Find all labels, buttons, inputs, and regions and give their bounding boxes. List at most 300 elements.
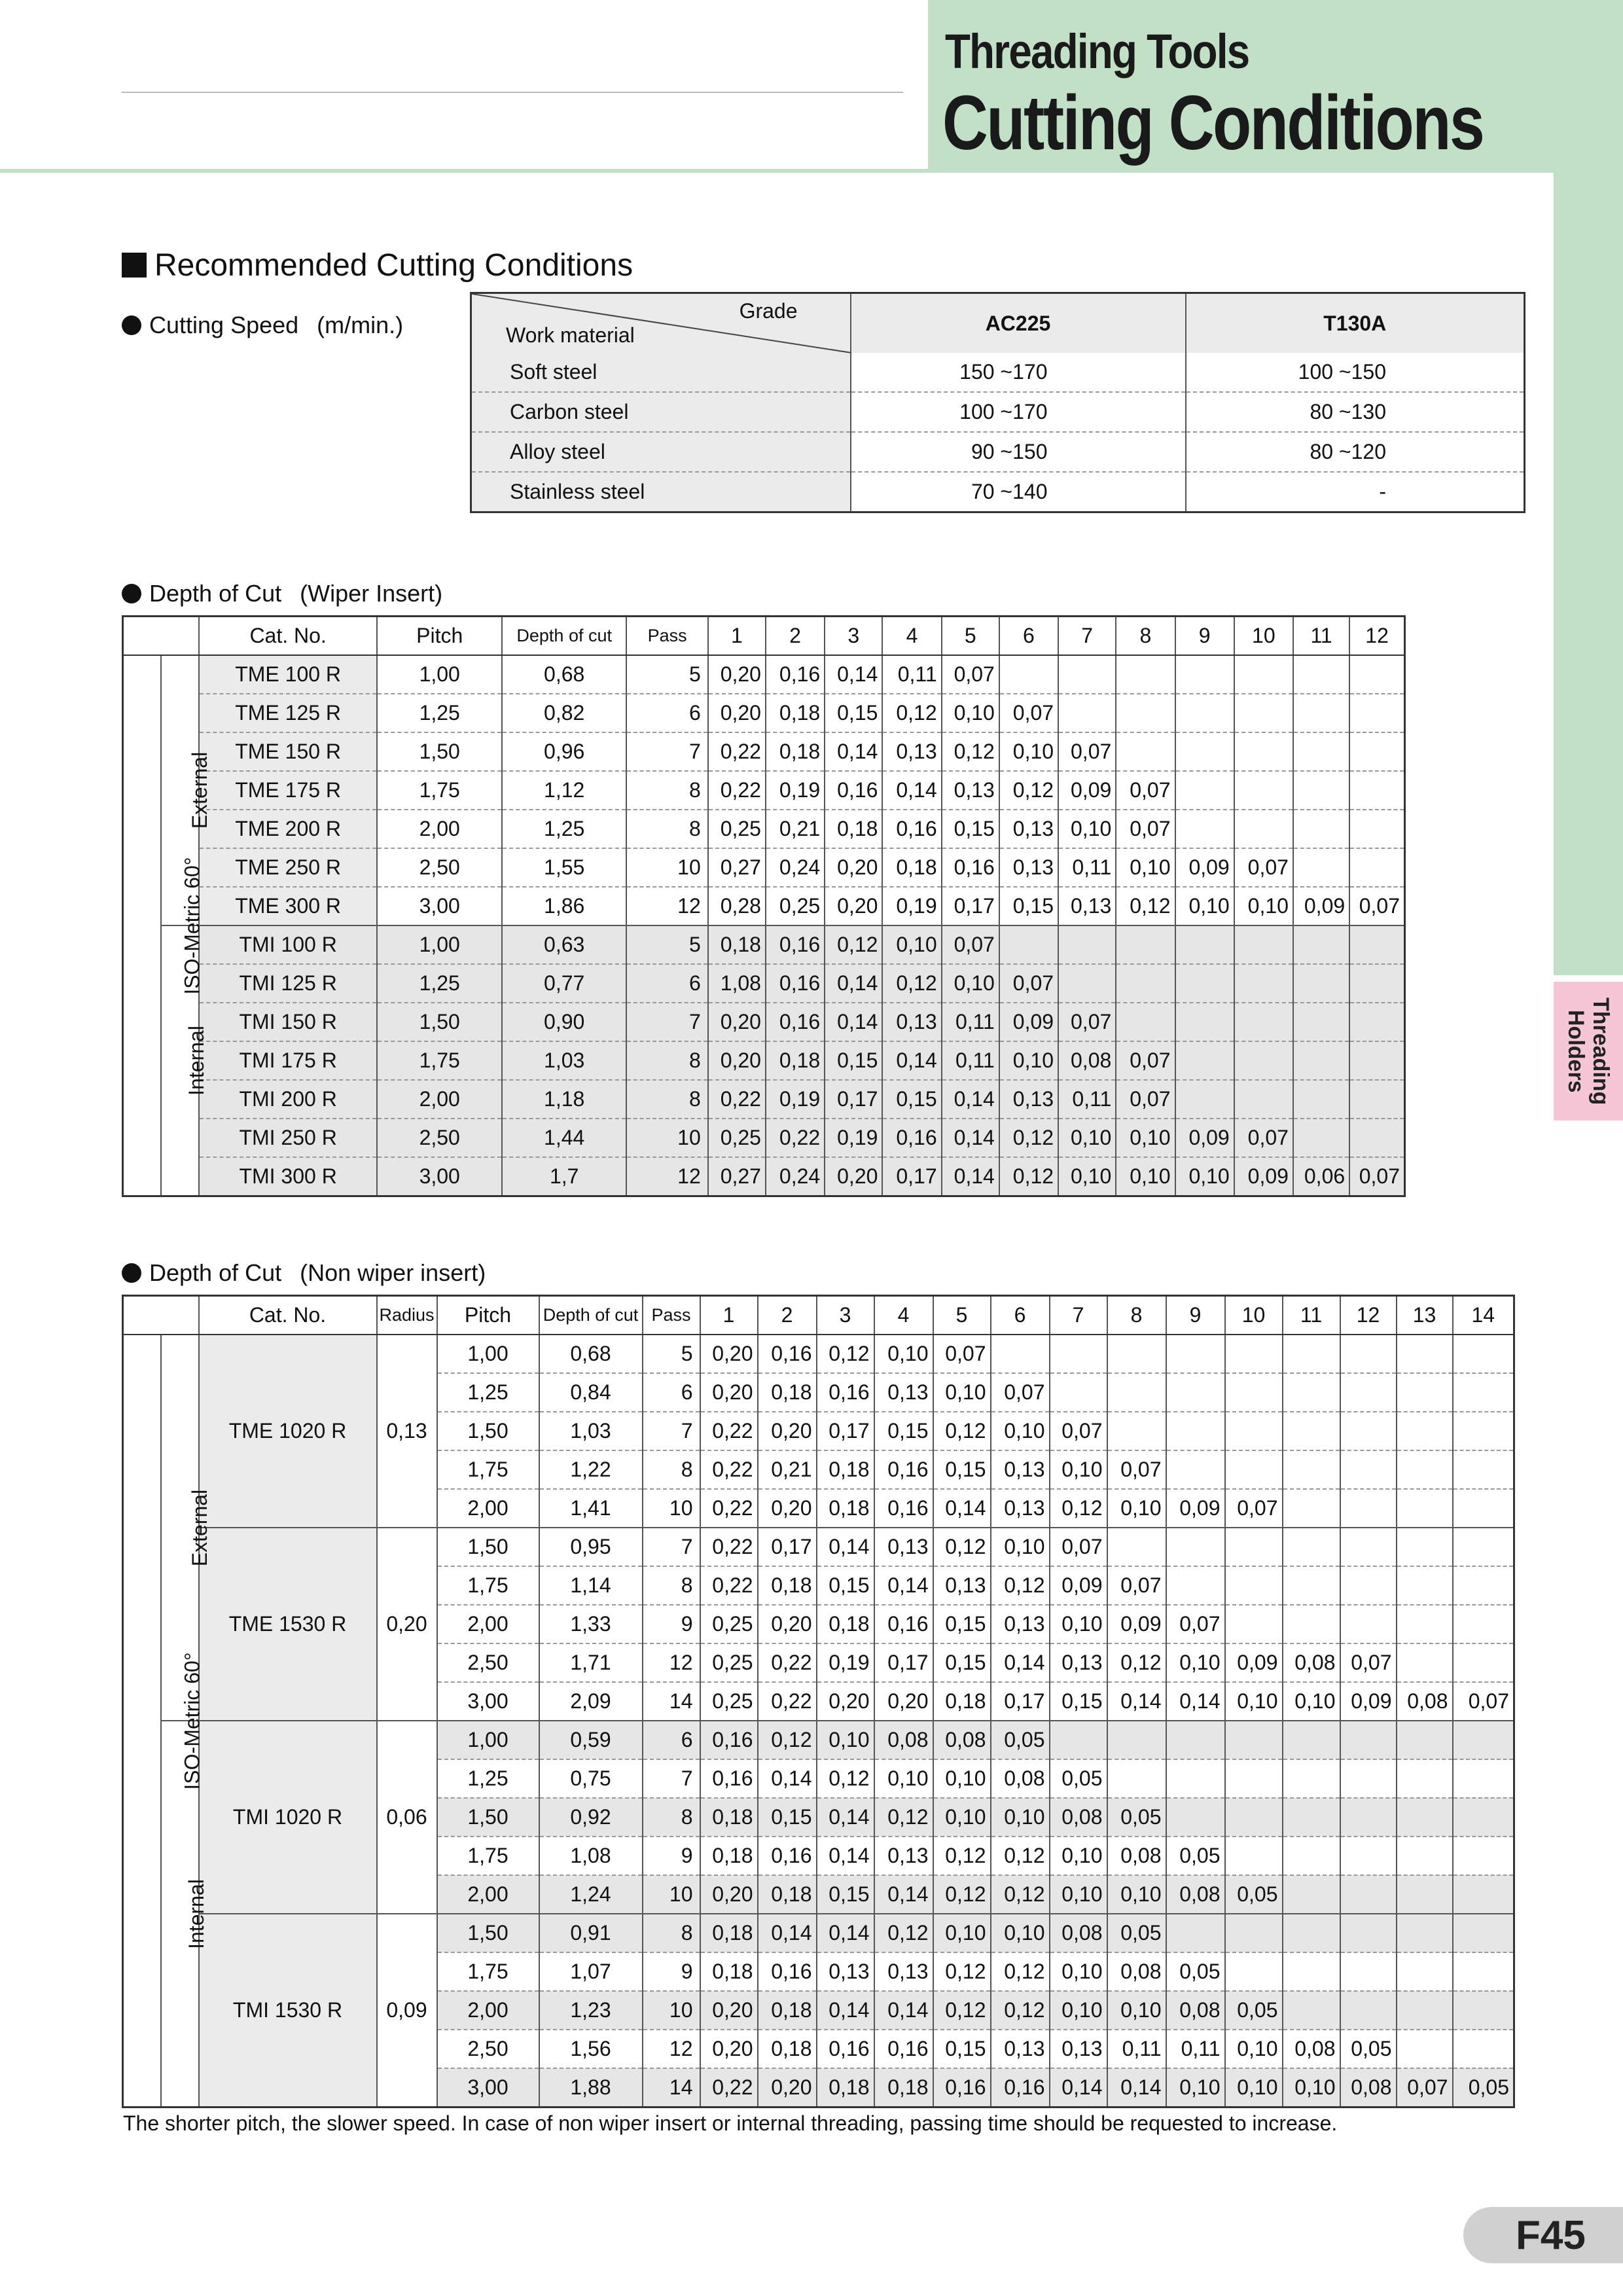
depth-per-pass-cell — [1225, 1914, 1283, 1952]
depth-per-pass-cell: 0,17 — [991, 1682, 1050, 1721]
depth-per-pass-cell — [1340, 1412, 1397, 1450]
depth-per-pass-cell: 0,18 — [882, 848, 941, 887]
header-pass-number: 2 — [766, 617, 825, 656]
depth-per-pass-cell: 0,20 — [700, 2030, 758, 2068]
cat-no-cell: TME 250 R — [199, 848, 378, 887]
depth-per-pass-cell — [1453, 1759, 1514, 1798]
depth-per-pass-cell: 0,21 — [758, 1450, 817, 1489]
depth-per-pass-cell: 0,13 — [874, 1952, 933, 1991]
depth-per-pass-cell — [1453, 1335, 1514, 1373]
depth-per-pass-cell: 0,15 — [874, 1412, 933, 1450]
depth-per-pass-cell — [1453, 1991, 1514, 2030]
depth-per-pass-cell — [1175, 655, 1234, 694]
depth-per-pass-cell: 0,16 — [700, 1721, 758, 1759]
bullet-icon — [122, 584, 141, 603]
depth-per-pass-cell: 1,08 — [708, 964, 766, 1003]
speed-value-cell: 150 ~170 — [851, 353, 1186, 392]
depth-per-pass-cell: 0,12 — [825, 925, 882, 964]
depth-cell: 0,68 — [539, 1335, 643, 1373]
depth-per-pass-cell: 0,10 — [1050, 1450, 1107, 1489]
depth-per-pass-cell: 0,15 — [999, 887, 1058, 925]
depth-per-pass-cell: 0,08 — [1050, 1798, 1107, 1837]
depth-per-pass-cell: 0,05 — [1166, 1837, 1225, 1875]
depth-per-pass-cell: 0,16 — [700, 1759, 758, 1798]
depth-per-pass-cell — [1349, 925, 1404, 964]
depth-per-pass-cell: 0,20 — [708, 655, 766, 694]
depth-per-pass-cell — [1293, 694, 1349, 732]
depth-per-pass-cell: 0,05 — [1107, 1914, 1166, 1952]
depth-per-pass-cell: 0,05 — [1340, 2030, 1397, 2068]
depth-per-pass-cell: 0,24 — [766, 848, 825, 887]
depth-per-pass-cell — [1340, 1837, 1397, 1875]
nonwiper-row — [123, 1528, 1514, 1566]
depth-per-pass-cell: 0,07 — [1116, 810, 1175, 848]
depth-per-pass-cell: 0,07 — [942, 655, 999, 694]
depth-per-pass-cell — [1116, 925, 1175, 964]
depth-per-pass-cell — [1397, 1991, 1453, 2030]
depth-per-pass-cell: 0,09 — [1175, 1119, 1234, 1157]
depth-per-pass-cell: 0,19 — [817, 1643, 874, 1682]
grade-label: Grade — [739, 299, 798, 323]
depth-per-pass-cell: 0,20 — [874, 1682, 933, 1721]
pitch-cell: 2,50 — [437, 1643, 539, 1682]
pass-cell: 5 — [643, 1335, 700, 1373]
header-pass-number: 3 — [817, 1296, 874, 1335]
pass-cell: 12 — [626, 887, 707, 925]
header-pitch: Pitch — [377, 617, 501, 656]
cat-no-cell: TMI 1530 R — [199, 1914, 377, 2108]
depth-per-pass-cell — [1293, 1041, 1349, 1080]
depth-per-pass-cell — [1050, 1373, 1107, 1412]
depth-per-pass-cell: 0,13 — [991, 1489, 1050, 1528]
section-title-text: Recommended Cutting Conditions — [154, 248, 633, 283]
pass-cell: 6 — [643, 1721, 700, 1759]
pass-cell: 8 — [626, 810, 707, 848]
cat-no-cell: TMI 200 R — [199, 1080, 378, 1119]
pitch-cell: 1,75 — [437, 1952, 539, 1991]
depth-per-pass-cell: 0,20 — [758, 1489, 817, 1528]
cat-no-cell: TME 175 R — [199, 771, 378, 810]
depth-per-pass-cell: 0,12 — [874, 1914, 933, 1952]
cat-no-cell: TMI 100 R — [199, 925, 378, 964]
depth-per-pass-cell: 0,16 — [758, 1952, 817, 1991]
speed-value-cell: 90 ~150 — [851, 432, 1186, 472]
depth-per-pass-cell: 0,24 — [766, 1157, 825, 1196]
depth-per-pass-cell — [1397, 1721, 1453, 1759]
depth-per-pass-cell: 0,11 — [1058, 848, 1116, 887]
depth-per-pass-cell: 0,07 — [942, 925, 999, 964]
depth-per-pass-cell: 0,10 — [1283, 2068, 1340, 2108]
depth-per-pass-cell: 0,20 — [700, 1335, 758, 1373]
group-label-iso-metric-text: ISO-Metric 60° — [180, 1651, 204, 1790]
depth-per-pass-cell: 0,13 — [1058, 887, 1116, 925]
depth-per-pass-cell: 0,10 — [1050, 1605, 1107, 1643]
depth-per-pass-cell — [999, 655, 1058, 694]
depth-per-pass-cell: 0,22 — [700, 1566, 758, 1605]
depth-per-pass-cell: 0,13 — [874, 1373, 933, 1412]
depth-per-pass-cell: 0,16 — [817, 2030, 874, 2068]
nonwiper-row — [123, 1721, 1514, 1759]
cat-no-cell: TME 125 R — [199, 694, 378, 732]
nonwiper-heading — [122, 1259, 486, 1287]
depth-per-pass-cell: 0,18 — [758, 1875, 817, 1914]
depth-cell: 1,25 — [502, 810, 626, 848]
depth-per-pass-cell: 0,22 — [700, 1489, 758, 1528]
depth-cell: 1,22 — [539, 1450, 643, 1489]
depth-cell: 1,33 — [539, 1605, 643, 1643]
depth-per-pass-cell — [1116, 655, 1175, 694]
depth-per-pass-cell: 0,20 — [708, 694, 766, 732]
depth-per-pass-cell: 0,16 — [766, 964, 825, 1003]
depth-per-pass-cell: 0,20 — [700, 1875, 758, 1914]
wiper-row — [123, 1119, 1405, 1157]
depth-per-pass-cell — [1175, 771, 1234, 810]
header-pass-number: 13 — [1397, 1296, 1453, 1335]
cat-no-cell: TME 200 R — [199, 810, 378, 848]
depth-per-pass-cell: 0,17 — [942, 887, 999, 925]
depth-per-pass-cell: 0,18 — [766, 1041, 825, 1080]
depth-per-pass-cell — [1225, 1528, 1283, 1566]
external-label-text: External — [187, 751, 211, 829]
speed-row — [471, 472, 1525, 512]
depth-per-pass-cell — [1293, 925, 1349, 964]
depth-per-pass-cell: 0,14 — [942, 1080, 999, 1119]
wiper-heading — [122, 580, 442, 607]
depth-per-pass-cell — [1340, 1450, 1397, 1489]
depth-per-pass-cell: 0,13 — [874, 1837, 933, 1875]
depth-per-pass-cell: 0,12 — [882, 694, 941, 732]
depth-cell: 1,55 — [502, 848, 626, 887]
nonwiper-row — [123, 1335, 1514, 1373]
depth-per-pass-cell: 0,12 — [991, 1952, 1050, 1991]
pass-cell: 9 — [643, 1837, 700, 1875]
depth-per-pass-cell: 0,06 — [1293, 1157, 1349, 1196]
depth-per-pass-cell: 0,08 — [933, 1721, 991, 1759]
depth-per-pass-cell: 0,19 — [766, 1080, 825, 1119]
work-material-label: Work material — [506, 323, 635, 347]
depth-per-pass-cell: 0,10 — [882, 925, 941, 964]
depth-per-pass-cell — [1107, 1412, 1166, 1450]
depth-cell: 1,18 — [502, 1080, 626, 1119]
depth-per-pass-cell: 0,09 — [1293, 887, 1349, 925]
depth-per-pass-cell — [1349, 655, 1404, 694]
depth-per-pass-cell — [1340, 1875, 1397, 1914]
pass-cell: 9 — [643, 1605, 700, 1643]
depth-per-pass-cell — [1293, 655, 1349, 694]
pass-cell: 8 — [643, 1798, 700, 1837]
depth-per-pass-cell: 0,05 — [1225, 1875, 1283, 1914]
depth-per-pass-cell — [1349, 964, 1404, 1003]
depth-per-pass-cell: 0,08 — [1340, 2068, 1397, 2108]
depth-per-pass-cell — [1283, 1335, 1340, 1373]
depth-per-pass-cell — [1453, 1721, 1514, 1759]
pass-cell: 8 — [626, 1041, 707, 1080]
depth-per-pass-cell — [1340, 1489, 1397, 1528]
depth-per-pass-cell: 0,11 — [882, 655, 941, 694]
depth-per-pass-cell: 0,20 — [825, 887, 882, 925]
depth-per-pass-cell: 0,11 — [1058, 1080, 1116, 1119]
depth-per-pass-cell — [1166, 1450, 1225, 1489]
depth-per-pass-cell — [1397, 1566, 1453, 1605]
depth-per-pass-cell — [1107, 1759, 1166, 1798]
side-tab-threading-holders[interactable]: Threading Holders — [1563, 997, 1613, 1105]
depth-per-pass-cell: 0,17 — [874, 1643, 933, 1682]
depth-per-pass-cell: 0,22 — [766, 1119, 825, 1157]
depth-per-pass-cell: 0,18 — [874, 2068, 933, 2108]
pitch-cell: 1,00 — [377, 925, 501, 964]
depth-per-pass-cell: 0,14 — [825, 732, 882, 771]
depth-per-pass-cell — [1453, 1837, 1514, 1875]
pass-cell: 8 — [626, 1080, 707, 1119]
depth-per-pass-cell: 0,18 — [817, 1450, 874, 1489]
depth-per-pass-cell: 0,12 — [1116, 887, 1175, 925]
depth-per-pass-cell — [1349, 1041, 1404, 1080]
depth-per-pass-cell: 0,10 — [1225, 2068, 1283, 2108]
work-material-cell: Alloy steel — [471, 432, 851, 472]
pitch-cell: 1,50 — [437, 1528, 539, 1566]
depth-per-pass-cell: 0,07 — [1116, 1041, 1175, 1080]
nonwiper-heading-label: Depth of Cut — [149, 1259, 282, 1286]
wiper-row — [123, 1080, 1405, 1119]
depth-per-pass-cell — [1283, 1837, 1340, 1875]
depth-per-pass-cell: 0,13 — [1050, 2030, 1107, 2068]
depth-per-pass-cell: 0,16 — [874, 2030, 933, 2068]
depth-per-pass-cell — [1349, 694, 1404, 732]
header-blank — [123, 1296, 199, 1335]
depth-per-pass-cell: 0,12 — [817, 1759, 874, 1798]
depth-per-pass-cell: 0,14 — [874, 1566, 933, 1605]
work-material-cell: Soft steel — [471, 353, 851, 392]
depth-per-pass-cell: 0,12 — [991, 1875, 1050, 1914]
header-underline — [0, 169, 928, 173]
depth-per-pass-cell: 0,18 — [817, 1489, 874, 1528]
cat-no-cell: TMI 150 R — [199, 1003, 378, 1041]
depth-per-pass-cell: 0,20 — [758, 2068, 817, 2108]
speed-value-cell: 80 ~130 — [1186, 392, 1525, 432]
depth-per-pass-cell: 0,15 — [933, 1605, 991, 1643]
depth-per-pass-cell — [1107, 1373, 1166, 1412]
radius-cell: 0,09 — [377, 1914, 437, 2108]
pass-cell: 14 — [643, 2068, 700, 2108]
depth-per-pass-cell: 0,14 — [758, 1914, 817, 1952]
pass-cell: 7 — [626, 732, 707, 771]
depth-per-pass-cell: 0,10 — [991, 1412, 1050, 1450]
depth-cell: 0,63 — [502, 925, 626, 964]
depth-per-pass-cell — [1453, 1952, 1514, 1991]
depth-per-pass-cell: 0,12 — [999, 1119, 1058, 1157]
header-pass: Pass — [643, 1296, 700, 1335]
depth-per-pass-cell — [1107, 1721, 1166, 1759]
page-title: Cutting Conditions — [942, 80, 1484, 166]
wiper-row — [123, 1041, 1405, 1080]
pass-cell: 8 — [643, 1914, 700, 1952]
depth-per-pass-cell — [1340, 1914, 1397, 1952]
pitch-cell: 1,75 — [437, 1837, 539, 1875]
depth-per-pass-cell — [1293, 1119, 1349, 1157]
depth-per-pass-cell — [1283, 1373, 1340, 1412]
header-pass-number: 10 — [1225, 1296, 1283, 1335]
depth-per-pass-cell: 0,09 — [999, 1003, 1058, 1041]
header-cat-no: Cat. No. — [199, 1296, 377, 1335]
depth-per-pass-cell: 0,14 — [942, 1119, 999, 1157]
pass-cell: 10 — [643, 1489, 700, 1528]
bullet-icon — [122, 315, 141, 335]
depth-per-pass-cell: 0,07 — [999, 694, 1058, 732]
pass-cell: 10 — [626, 848, 707, 887]
depth-per-pass-cell — [1293, 848, 1349, 887]
depth-per-pass-cell: 0,20 — [708, 1003, 766, 1041]
depth-per-pass-cell: 0,16 — [874, 1489, 933, 1528]
depth-per-pass-cell: 0,13 — [942, 771, 999, 810]
depth-per-pass-cell: 0,12 — [874, 1798, 933, 1837]
depth-per-pass-cell: 0,20 — [700, 1373, 758, 1412]
depth-per-pass-cell: 0,18 — [817, 2068, 874, 2108]
depth-per-pass-cell: 0,10 — [1116, 848, 1175, 887]
depth-per-pass-cell — [1397, 1837, 1453, 1875]
depth-per-pass-cell — [1293, 810, 1349, 848]
depth-per-pass-cell — [1225, 1566, 1283, 1605]
depth-cell: 1,56 — [539, 2030, 643, 2068]
grade-header: AC225 — [851, 293, 1186, 353]
depth-per-pass-cell: 0,07 — [1166, 1605, 1225, 1643]
depth-per-pass-cell: 0,07 — [933, 1335, 991, 1373]
depth-per-pass-cell: 0,14 — [1107, 1682, 1166, 1721]
wiper-heading-qualifier: (Wiper Insert) — [300, 580, 443, 607]
depth-per-pass-cell: 0,22 — [708, 1080, 766, 1119]
depth-per-pass-cell: 0,14 — [817, 1798, 874, 1837]
depth-per-pass-cell: 0,10 — [942, 694, 999, 732]
depth-per-pass-cell — [1116, 732, 1175, 771]
depth-per-pass-cell: 0,09 — [1225, 1643, 1283, 1682]
pitch-cell: 1,00 — [377, 655, 501, 694]
depth-per-pass-cell: 0,08 — [1166, 1875, 1225, 1914]
depth-per-pass-cell — [1340, 1952, 1397, 1991]
wiper-row — [123, 848, 1405, 887]
depth-cell: 1,86 — [502, 887, 626, 925]
depth-per-pass-cell: 0,19 — [882, 887, 941, 925]
depth-per-pass-cell: 0,10 — [1116, 1119, 1175, 1157]
depth-per-pass-cell — [1293, 1080, 1349, 1119]
depth-per-pass-cell: 0,14 — [882, 1041, 941, 1080]
depth-per-pass-cell: 0,12 — [1107, 1643, 1166, 1682]
depth-per-pass-cell — [1349, 771, 1404, 810]
depth-per-pass-cell: 0,13 — [933, 1566, 991, 1605]
depth-per-pass-cell: 0,10 — [1234, 887, 1293, 925]
depth-per-pass-cell: 0,18 — [817, 1605, 874, 1643]
depth-per-pass-cell: 0,07 — [1107, 1566, 1166, 1605]
depth-per-pass-cell — [1107, 1528, 1166, 1566]
depth-per-pass-cell: 0,18 — [700, 1798, 758, 1837]
depth-per-pass-cell: 0,09 — [1340, 1682, 1397, 1721]
depth-per-pass-cell: 0,10 — [1107, 1875, 1166, 1914]
depth-cell: 0,82 — [502, 694, 626, 732]
wiper-header-row — [123, 617, 1405, 656]
depth-per-pass-cell — [1175, 964, 1234, 1003]
pass-cell: 5 — [626, 655, 707, 694]
work-material-cell: Carbon steel — [471, 392, 851, 432]
depth-per-pass-cell: 0,10 — [991, 1798, 1050, 1837]
depth-per-pass-cell: 0,22 — [700, 1528, 758, 1566]
depth-per-pass-cell: 0,10 — [1175, 887, 1234, 925]
depth-per-pass-cell: 0,25 — [708, 1119, 766, 1157]
depth-per-pass-cell — [1050, 1335, 1107, 1373]
depth-per-pass-cell: 0,12 — [999, 771, 1058, 810]
depth-cell: 1,03 — [539, 1412, 643, 1450]
pitch-cell: 1,50 — [377, 1003, 501, 1041]
wiper-row — [123, 964, 1405, 1003]
depth-per-pass-cell: 0,22 — [700, 2068, 758, 2108]
depth-per-pass-cell: 0,14 — [882, 771, 941, 810]
depth-per-pass-cell — [1283, 1566, 1340, 1605]
depth-cell: 1,14 — [539, 1566, 643, 1605]
depth-per-pass-cell: 0,19 — [766, 771, 825, 810]
header-pass-number: 1 — [700, 1296, 758, 1335]
pass-cell: 7 — [626, 1003, 707, 1041]
pitch-cell: 1,25 — [377, 964, 501, 1003]
depth-per-pass-cell: 0,15 — [933, 1450, 991, 1489]
depth-per-pass-cell — [1175, 694, 1234, 732]
depth-per-pass-cell: 0,12 — [817, 1335, 874, 1373]
header-pass-number: 4 — [874, 1296, 933, 1335]
depth-per-pass-cell: 0,25 — [700, 1605, 758, 1643]
radius-cell: 0,20 — [377, 1528, 437, 1721]
depth-per-pass-cell: 0,07 — [999, 964, 1058, 1003]
depth-per-pass-cell: 0,17 — [825, 1080, 882, 1119]
depth-per-pass-cell: 0,13 — [999, 1080, 1058, 1119]
depth-per-pass-cell — [991, 1335, 1050, 1373]
depth-per-pass-cell: 0,08 — [1283, 2030, 1340, 2068]
depth-per-pass-cell: 0,25 — [700, 1682, 758, 1721]
depth-per-pass-cell — [1283, 1991, 1340, 2030]
depth-per-pass-cell: 0,05 — [1453, 2068, 1514, 2108]
depth-per-pass-cell — [1116, 964, 1175, 1003]
depth-per-pass-cell — [1397, 1412, 1453, 1450]
depth-per-pass-cell: 0,13 — [999, 810, 1058, 848]
depth-per-pass-cell — [1050, 1721, 1107, 1759]
depth-per-pass-cell: 0,16 — [825, 771, 882, 810]
header-pass-number: 8 — [1116, 617, 1175, 656]
depth-cell: 1,71 — [539, 1643, 643, 1682]
pitch-cell: 1,75 — [437, 1566, 539, 1605]
depth-per-pass-cell — [1166, 1914, 1225, 1952]
depth-per-pass-cell — [1234, 1041, 1293, 1080]
depth-per-pass-cell: 0,12 — [942, 732, 999, 771]
pitch-cell: 3,00 — [437, 1682, 539, 1721]
depth-cell: 0,92 — [539, 1798, 643, 1837]
internal-label-text: Internal — [184, 1026, 208, 1096]
depth-per-pass-cell: 0,12 — [933, 1952, 991, 1991]
depth-per-pass-cell: 0,07 — [1058, 1003, 1116, 1041]
depth-cell: 0,95 — [539, 1528, 643, 1566]
depth-per-pass-cell: 0,18 — [700, 1952, 758, 1991]
depth-per-pass-cell — [999, 925, 1058, 964]
depth-per-pass-cell — [1225, 1952, 1283, 1991]
depth-per-pass-cell — [1175, 732, 1234, 771]
depth-per-pass-cell — [1166, 1566, 1225, 1605]
depth-per-pass-cell: 0,16 — [942, 848, 999, 887]
depth-per-pass-cell — [1340, 1605, 1397, 1643]
pitch-cell: 3,00 — [437, 2068, 539, 2108]
wiper-row — [123, 655, 1405, 694]
pass-cell: 10 — [626, 1119, 707, 1157]
depth-cell: 1,7 — [502, 1157, 626, 1196]
depth-cell: 0,68 — [502, 655, 626, 694]
depth-per-pass-cell: 0,14 — [874, 1875, 933, 1914]
depth-per-pass-cell: 0,22 — [708, 771, 766, 810]
header-radius: Radius — [377, 1296, 437, 1335]
depth-per-pass-cell — [1058, 655, 1116, 694]
depth-per-pass-cell — [1349, 1080, 1404, 1119]
